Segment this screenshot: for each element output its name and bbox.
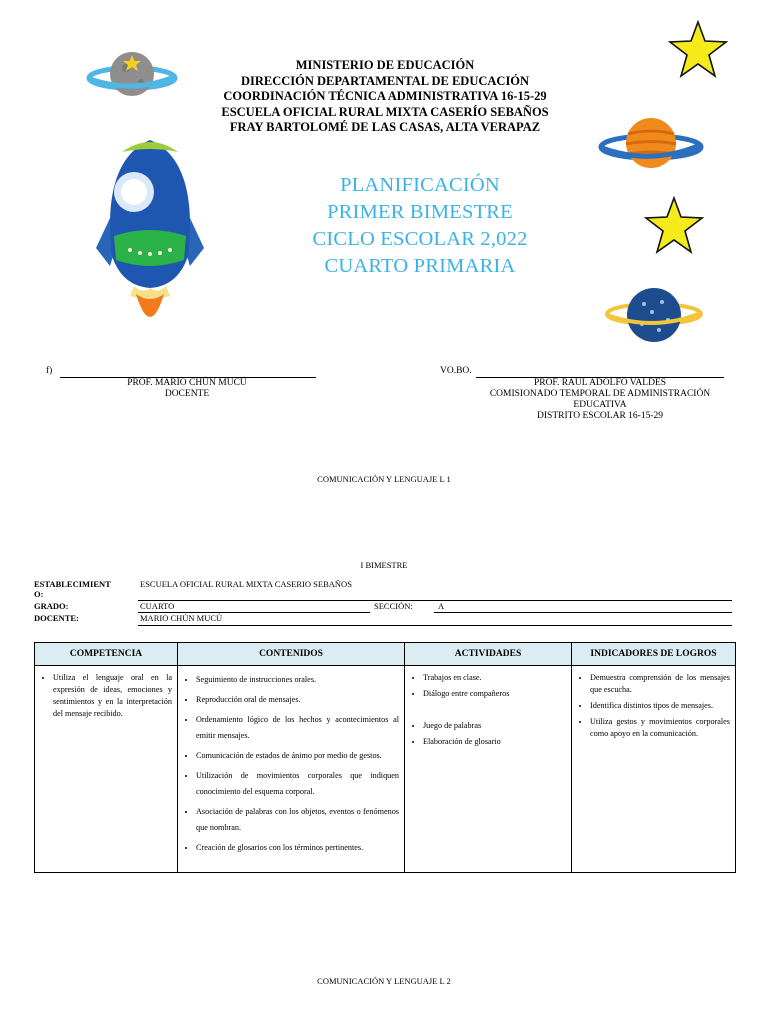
establecimiento-label-line: O: — [34, 589, 44, 599]
signature-right-role: EDUCATIVA — [573, 400, 627, 410]
header-indicadores: INDICADORES DE LOGROS — [572, 643, 736, 666]
list-item: • Diálogo entre compañeros — [423, 688, 566, 700]
institution-header — [150, 58, 620, 136]
plan-line: PLANIFICACIÓN — [340, 174, 500, 196]
establecimiento-value: ESCUELA OFICIAL RURAL MIXTA CASERIO SEBAÑOS — [140, 579, 352, 589]
seccion-label: SECCIÓN: — [374, 601, 413, 611]
signature-left-role: DOCENTE — [164, 389, 210, 399]
list-item: • Utiliza gestos y movimientos corporales como apoyo en la comunicación. — [590, 716, 730, 740]
list-item: • Ordenamiento lógico de los hechos y acontecimientos al emitir mensajes. — [196, 712, 399, 744]
establecimiento-underline — [138, 600, 732, 601]
list-item: • Asociación de palabras con los objetos, eventos o fenómenos que nombran. — [196, 804, 399, 836]
list-item: • Utilización de movimientos corporales que indiquen conocimiento del esquema corporal. — [196, 768, 399, 800]
cell-competencia — [35, 666, 178, 873]
header-actividades: ACTIVIDADES — [405, 643, 572, 666]
header-line: COORDINACIÓN TÉCNICA ADMINISTRATIVA 16-15-29 — [223, 89, 547, 103]
list-item: • Creación de glosarios con los términos pertinentes. — [196, 840, 399, 856]
signature-right-block — [470, 378, 730, 422]
signature-left-block — [72, 378, 302, 400]
table-row — [35, 666, 736, 873]
section-title-l2: COMUNICACIÓN Y LENGUAJE L 2 — [317, 976, 451, 986]
docente-underline — [138, 625, 732, 626]
seccion-underline — [434, 612, 732, 613]
cell-actividades — [405, 666, 572, 873]
list-item: • Reproducción oral de mensajes. — [196, 692, 399, 708]
signature-right-district: DISTRITO ESCOLAR 16-15-29 — [537, 411, 663, 421]
star-icon — [668, 20, 728, 78]
list-item: • Juego de palabras — [423, 720, 566, 732]
plan-line: PRIMER BIMESTRE — [327, 201, 513, 223]
planning-title — [280, 172, 560, 280]
signature-right-prefix: VO.BO. — [440, 366, 472, 376]
signature-right-name: PROF. RAUL ADOLFO VALDES — [533, 378, 667, 388]
grado-value: CUARTO — [140, 601, 175, 611]
rocket-icon — [92, 136, 208, 336]
docente-value: MARIO CHÚN MUCÚ — [140, 613, 223, 623]
header-line: ESCUELA OFICIAL RURAL MIXTA CASERÍO SEBAÑOS — [221, 104, 549, 119]
list-item: • Elaboración de glosario — [423, 736, 566, 748]
docente-label: DOCENTE: — [34, 613, 79, 623]
list-item: • Seguimiento de instrucciones orales. — [196, 672, 399, 688]
header-line: DIRECCIÓN DEPARTAMENTAL DE EDUCACIÓN — [240, 73, 530, 88]
header-line: MINISTERIO DE EDUCACIÓN — [295, 58, 475, 72]
plan-line: CUARTO PRIMARIA — [324, 255, 516, 277]
list-item: • Demuestra comprensión de los mensajes que escucha. — [590, 672, 730, 696]
star-icon — [644, 196, 704, 254]
header-contenidos: CONTENIDOS — [178, 643, 405, 666]
signature-left-prefix: f) — [46, 366, 53, 376]
section-title-l1: COMUNICACIÓN Y LENGUAJE L 1 — [317, 474, 451, 484]
establecimiento-label-line: ESTABLECIMIENT — [34, 579, 111, 589]
grado-label: GRADO: — [34, 601, 69, 611]
seccion-value: A — [438, 601, 445, 611]
list-item: • Utiliza el lenguaje oral en la expresión de ideas, emociones y sentimientos y en la interpretación del mensaje recibido. — [53, 672, 172, 720]
list-item: • Trabajos en clase. — [423, 672, 566, 684]
bimestre-label: I BIMESTRE — [360, 560, 408, 570]
header-competencia: COMPETENCIA — [35, 643, 178, 666]
cell-indicadores — [572, 666, 736, 873]
cell-contenidos — [178, 666, 405, 873]
signature-right-role: COMISIONADO TEMPORAL DE ADMINISTRACIÓN — [489, 389, 711, 399]
signature-left-name: PROF. MARIO CHÚN MUCÚ — [127, 378, 247, 388]
establecimiento-label — [34, 579, 111, 599]
list-item: • Comunicación de estados de ánimo por medio de gestos. — [196, 748, 399, 764]
planet-blue-icon — [604, 284, 704, 346]
list-item: • Identifica distintos tipos de mensajes. — [590, 700, 730, 712]
header-line: FRAY BARTOLOMÉ DE LAS CASAS, ALTA VERAPAZ — [229, 120, 541, 134]
plan-line: CICLO ESCOLAR 2,022 — [312, 228, 528, 250]
planning-table — [34, 642, 736, 873]
table-header-row — [35, 643, 736, 666]
